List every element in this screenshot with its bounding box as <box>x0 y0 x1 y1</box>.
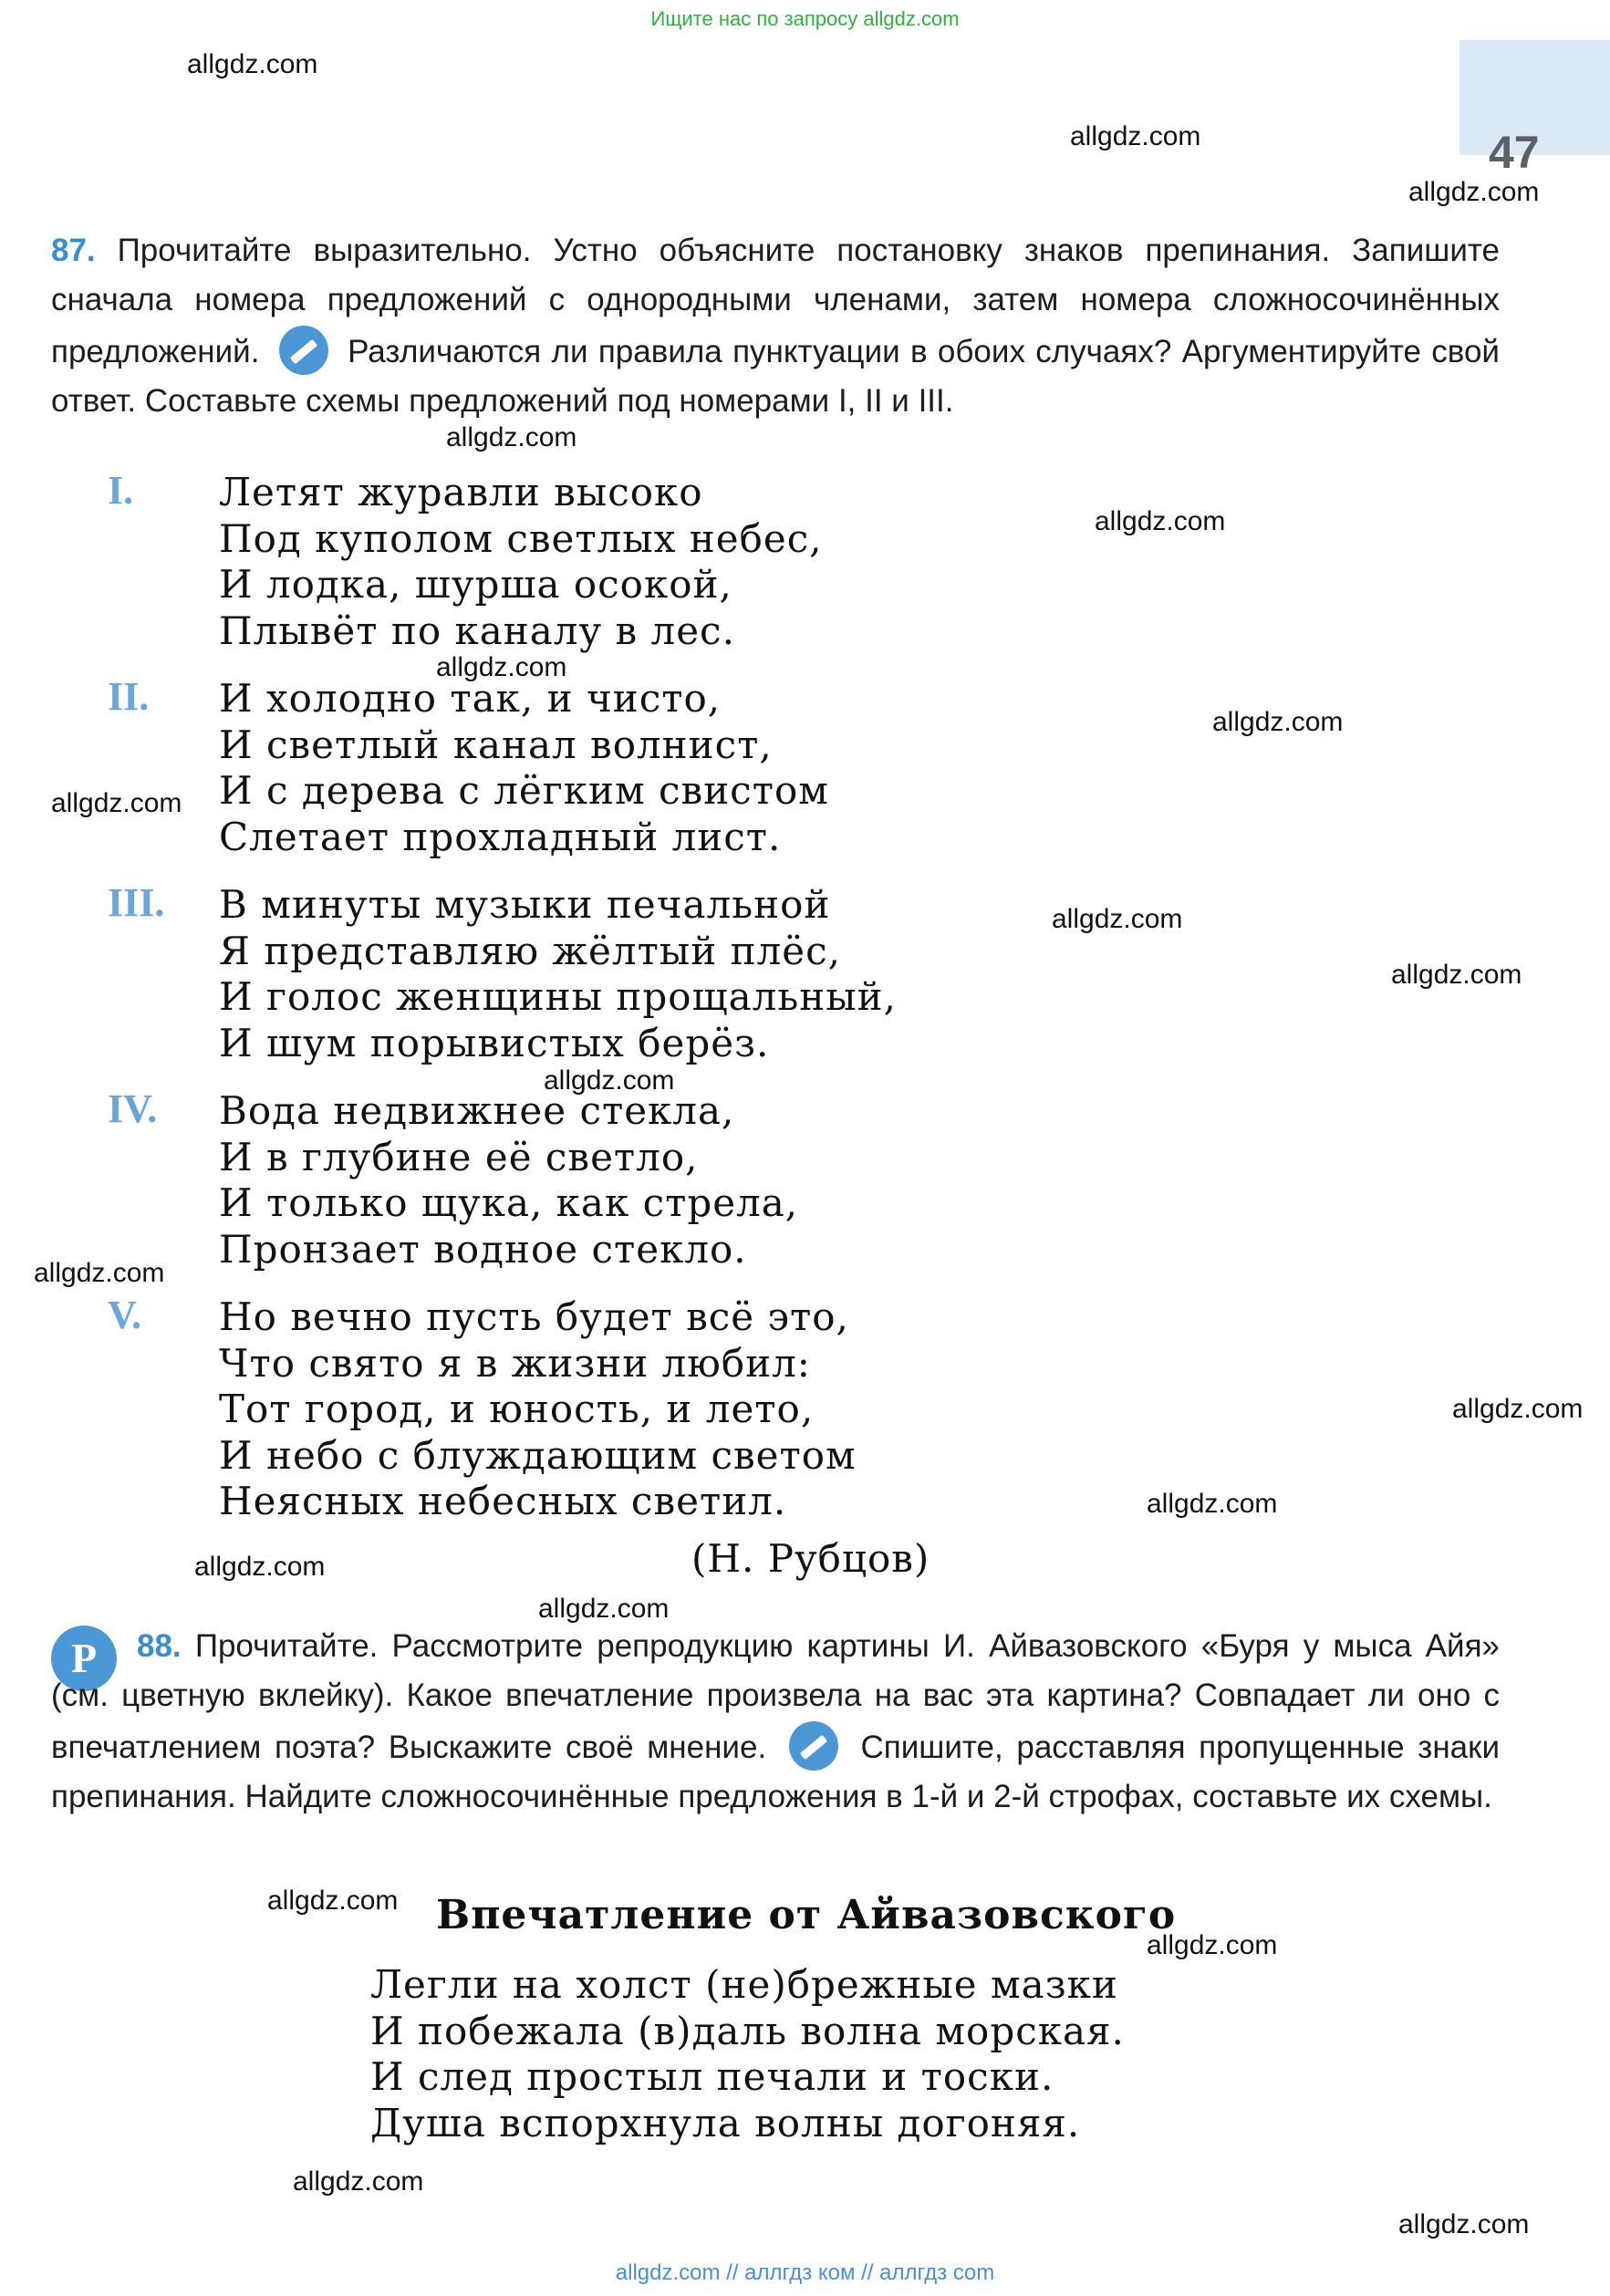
watermark: allgdz.com <box>51 788 182 818</box>
stanza-numeral: III. <box>108 880 165 925</box>
watermark: allgdz.com <box>1212 707 1344 737</box>
exercise-87-instructions <box>51 226 1500 426</box>
watermark: allgdz.com <box>1147 1489 1278 1519</box>
watermark: allgdz.com <box>538 1594 670 1624</box>
bottom-banner[interactable]: allgdz.com // аллгдз ком // аллгдз com <box>615 2260 995 2285</box>
stanza-numeral: V. <box>108 1293 142 1337</box>
poem-line: Под куполом светлых небес, <box>219 515 823 561</box>
watermark: allgdz.com <box>1398 2209 1530 2239</box>
poem-line: И только щука, как стрела, <box>219 1180 799 1225</box>
watermark: allgdz.com <box>34 1258 165 1288</box>
watermark: allgdz.com <box>187 49 318 79</box>
pencil-icon <box>279 326 328 375</box>
watermark: allgdz.com <box>1452 1394 1584 1424</box>
stanza <box>219 470 823 654</box>
poem-line: И побежала (в)даль волна морская. <box>370 2008 1125 2053</box>
poem-line: Тот город, и юность, и лето, <box>219 1387 815 1431</box>
poem-line: И лодка, шурша осокой, <box>219 562 732 607</box>
poem-line: В минуты музыки печальной <box>219 882 831 927</box>
badge-r-icon: Р <box>51 1626 117 1691</box>
stanza <box>219 882 897 1066</box>
poem-line: Но вечно пусть будет всё это, <box>219 1294 849 1339</box>
watermark: allgdz.com <box>1391 960 1522 990</box>
watermark: allgdz.com <box>1408 177 1540 207</box>
page-number: 47 <box>1489 127 1540 178</box>
poem-line: Летят журавли высоко <box>219 470 703 514</box>
poem-line: И холодно так, и чисто, <box>219 676 722 721</box>
poem-line: Неясных небесных светил. <box>219 1479 787 1523</box>
watermark: allgdz.com <box>1147 1930 1278 1960</box>
watermark: allgdz.com <box>194 1552 326 1582</box>
instruction-text: Прочитайте. Рассмотрите репродукцию картины И. Айвазовского «Буря у мыса Айя» (см. цветную вклейку). Какое впечатление произвела на вас эта картина? Совпадает ли оно с впечатлением поэта? Выскажите своё мнение. <box>51 1628 1500 1765</box>
watermark: allgdz.com <box>1095 506 1226 536</box>
poem-line: Плывёт по каналу в лес. <box>219 608 735 653</box>
poem-line: И небо с блуждающим светом <box>219 1432 857 1478</box>
instruction-text: Прочитайте выразительно. Устно объясните постановку знаков препинания. Запишите сначала номера предложений с однородными членами, затем номера сложносочинённых предложений. <box>51 233 1500 369</box>
stanza-numeral: IV. <box>108 1086 158 1131</box>
poem-line: И шум порывистых берёз. <box>219 1020 770 1065</box>
pencil-icon <box>789 1721 838 1771</box>
watermark: allgdz.com <box>1052 904 1183 934</box>
poem-line: Слетает прохладный лист. <box>219 814 782 859</box>
watermark: allgdz.com <box>436 652 567 682</box>
stanza <box>219 1294 857 1525</box>
poem-line: И светлый канал волнист, <box>219 722 773 767</box>
exercise-number: 88. <box>137 1628 182 1664</box>
poem-line: Что свято я в жизни любил: <box>219 1340 811 1386</box>
poem-author: (Н. Рубцов) <box>691 1536 930 1581</box>
exercise-88-instructions <box>51 1622 1500 1822</box>
instruction-text: Спишите, расставляя пропущенные знаки препинания. Найдите сложносочинённые предложения в 1-й и 2-й строфах, составьте их схемы. <box>51 1729 1500 1814</box>
poem-line: Легли на холст (не)брежные мазки <box>370 1962 1118 2007</box>
poem-line: И с дерева с лёгким свистом <box>219 768 829 813</box>
stanza-numeral: II. <box>108 674 150 719</box>
poem-line: Вода недвижнее стекла, <box>219 1088 735 1133</box>
poem-line: Пронзает водное стекло. <box>219 1226 747 1272</box>
poem-line: Душа вспорхнула волны догоняя. <box>370 2100 1081 2145</box>
poem-line: И след простыл печали и тоски. <box>370 2054 1054 2099</box>
watermark: allgdz.com <box>544 1065 675 1096</box>
exercise-number: 87. <box>51 233 96 268</box>
poem-line: И голос женщины прощальный, <box>219 974 897 1019</box>
top-banner[interactable]: Ищите нас по запросу allgdz.com <box>650 7 960 30</box>
poem-line: Я представляю жёлтый плёс, <box>219 928 841 973</box>
stanza <box>219 1088 798 1273</box>
watermark: allgdz.com <box>446 422 577 452</box>
stanza <box>370 1962 1125 2146</box>
watermark: allgdz.com <box>293 2166 424 2197</box>
watermark: allgdz.com <box>267 1886 399 1916</box>
poem-title: Впечатление от Айвазовского <box>436 1892 1177 1938</box>
poem-line: И в глубине её светло, <box>219 1134 699 1179</box>
stanza <box>219 676 829 860</box>
stanza-numeral: I. <box>108 468 134 513</box>
instruction-text: Различаются ли правила пунктуации в обоих случаях? Аргументируйте свой ответ. Составьте схемы предложений под номерами I, II и III. <box>51 333 1500 419</box>
watermark: allgdz.com <box>1070 121 1201 151</box>
